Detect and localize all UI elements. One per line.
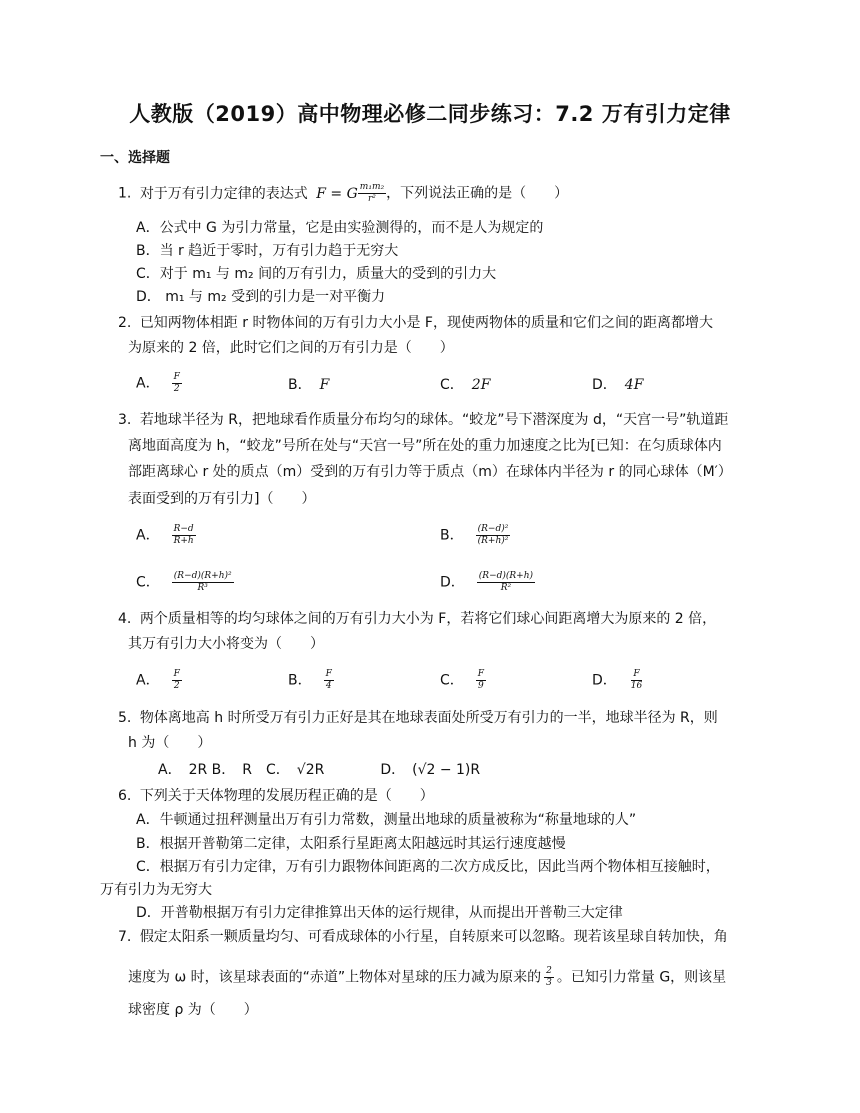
question-3-stem [118,410,728,430]
option-label: C． [440,672,464,689]
question-number: 4. [118,611,132,627]
fraction-denominator: r² [367,194,376,204]
fraction-numerator: (R−d)(R+h) [478,571,534,581]
question-3-stem-line2: 离地面高度为 h，“蛟龙”号所在处与“天宫一号”所在处的重力加速度之比为[已知：在匀质球体内 [128,438,722,454]
option-fraction [477,571,535,594]
page-title: 人教版（2019）高中物理必修二同步练习：7.2 万有引力定律 [129,102,731,126]
option-label: A． [136,527,160,544]
option-fraction [476,669,486,692]
question-text: 假定太阳系一颗质量均匀、可看成球体的小行星，自转原来可以忽略。现若该星球自转加快，角 [139,929,728,945]
fraction-denominator: 2 [173,384,180,394]
question-7-stem-line2 [128,966,726,989]
option-d[interactable] [136,287,385,307]
option-label: D． [592,672,617,689]
option-label: C． [136,266,160,282]
question-2-stem [118,313,713,333]
question-text: 下列关于天体物理的发展历程正确的是（ ） [139,788,434,804]
option-label: B． [288,377,312,393]
fraction-numerator: (R−d)² [477,524,509,534]
option-label: B． [288,672,312,689]
question-number: 7. [118,929,132,945]
option-a[interactable] [136,669,182,692]
fraction-denominator: 9 [478,681,484,691]
fraction-denominator: R³ [197,583,208,593]
question-7-stem-line3: 球密度 ρ 为（ ） [128,1002,258,1018]
option-a[interactable]: A．牛顿通过扭秤测量出万有引力常数，测量出地球的质量被称为“称量地球的人” [136,812,637,828]
fraction-numerator: F [325,669,332,679]
fraction-denominator: (R+h)² [477,536,509,546]
question-3-stem-line4: 表面受到的万有引力]（ ） [128,491,316,507]
option-b[interactable] [440,524,510,547]
option-fraction [476,524,511,547]
question-5-stem-line2: h 为（ ） [128,735,212,751]
option-text: F [319,377,330,393]
question-text: 已知两物体相距 r 时物体间的万有引力大小是 F，现使两物体的质量和它们之间的距离都增大 [139,315,713,331]
option-d[interactable] [592,375,643,395]
option-fraction [172,372,182,395]
question-2-stem-line2: 为原来的 2 倍，此时它们之间的万有引力是（ ） [128,340,454,356]
option-fraction [629,669,644,692]
formula-fraction [358,182,386,205]
option-b[interactable]: B．根据开普勒第二定律，太阳系行星距离太阳越远时其运行速度越慢 [136,836,566,852]
formula: F = G [316,185,358,202]
option-c[interactable] [440,375,490,395]
question-text: 若地球半径为 R，把地球看作质量分布均匀的球体。“蛟龙”号下潜深度为 d，“天宫一号”轨道距 [139,412,729,428]
fraction-numerator: F [173,669,180,679]
option-c[interactable] [136,571,234,594]
question-6-stem [118,786,434,806]
fraction-numerator: F [477,669,485,679]
question-text: 两个质量相等的均匀球体之间的万有引力大小为 F，若将它们球心间距离增大为原来的 2 倍， [139,611,717,627]
fraction-denominator: R+h [173,536,194,546]
option-d[interactable]: D．开普勒根据万有引力定律推算出天体的运行规律，从而提出开普勒三大定律 [136,905,623,921]
option-text: 4F [624,377,644,393]
question-7-stem [118,927,728,947]
question-text: ，下列说法正确的是（ ） [386,185,569,202]
question-number: 5. [118,710,132,726]
option-label: B． [136,243,160,259]
question-4-stem [118,609,716,629]
option-label: A． [136,672,160,689]
option-label: A． [136,220,160,236]
option-b[interactable] [288,669,334,692]
question-text: 对于万有引力定律的表达式 [139,185,308,202]
option-c[interactable] [440,669,486,692]
option-text: 当 r 趋近于零时，万有引力趋于无穷大 [159,243,399,259]
fraction-denominator: 3 [546,978,552,988]
fraction-numerator: (R−d)(R+h)² [173,571,232,581]
option-a[interactable] [136,218,543,238]
option-b[interactable] [288,375,329,395]
fraction-numerator: m₁m₂ [359,182,385,192]
question-text: 物体离地高 h 时所受万有引力正好是其在地球表面处所受万有引力的一半，地球半径为 R，则 [139,710,718,726]
question-number: 1. [118,185,132,202]
fraction-denominator: 16 [630,681,643,691]
option-d[interactable] [592,669,644,692]
question-3-stem-line3: 部距离球心 r 处的质点（m）受到的万有引力等于质点（m）在球体内半径为 r 的同心球体（M′） [128,464,732,480]
option-fraction [324,669,334,692]
option-c-line2: 万有引力为无穷大 [100,882,212,898]
option-fraction [172,669,182,692]
option-label: D． [592,377,617,393]
question-number: 2. [118,315,132,331]
option-fraction [172,571,234,594]
question-5-stem [118,708,718,728]
question-5-options[interactable]: A． 2R B． R C． √2R D． (√2 − 1)R [158,762,481,778]
fraction-numerator: R−d [173,524,194,534]
option-label: C． [136,574,160,591]
option-c[interactable]: C．根据万有引力定律，万有引力跟物体间距离的二次方成反比，因此当两个物体相互接触时， [136,859,720,875]
option-label: A． [136,375,160,392]
question-text: 。已知引力常量 G，则该星 [556,969,727,986]
option-label: D． [136,289,161,305]
question-1-stem [118,182,568,205]
option-d[interactable] [440,571,535,594]
fraction-numerator: 2 [546,966,552,976]
option-label: D． [440,574,465,591]
option-b[interactable] [136,241,398,261]
option-text: m₁ 与 m₂ 受到的引力是一对平衡力 [160,289,386,305]
question-4-stem-line2: 其万有引力大小将变为（ ） [128,636,324,652]
fraction-numerator: F [633,669,640,679]
question-text: 速度为 ω 时，该星球表面的“赤道”上物体对星球的压力减为原来的 [128,969,542,986]
section-heading: 一、选择题 [100,150,170,166]
fraction-numerator: F [173,372,180,382]
option-a[interactable] [136,524,196,547]
option-label: B． [440,527,464,544]
option-text: 公式中 G 为引力常量，它是由实验测得的，而不是人为规定的 [159,220,544,236]
option-fraction [172,524,196,547]
question-number: 3. [118,412,132,428]
fraction-denominator: 2 [173,681,180,691]
fraction-denominator: R² [500,583,512,593]
option-c[interactable] [136,264,496,284]
option-text: 2F [471,377,491,393]
option-text: 对于 m₁ 与 m₂ 间的万有引力，质量大的受到的引力大 [159,266,497,282]
option-a[interactable] [136,372,182,395]
option-label: C． [440,377,464,393]
formula-fraction [544,966,554,989]
fraction-denominator: 4 [325,681,332,691]
question-number: 6. [118,788,132,804]
